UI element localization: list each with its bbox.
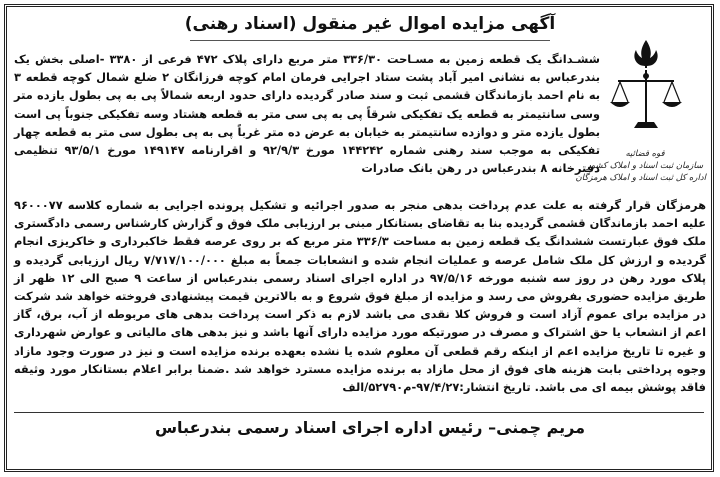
title-underline bbox=[190, 40, 550, 41]
org-line-judiciary: قوه قضائیه bbox=[625, 149, 665, 159]
organization-name bbox=[575, 148, 706, 184]
justice-scale-icon bbox=[606, 36, 686, 146]
org-line-hormozgan: اداره کل ثبت اسناد و املاک هرمزگان bbox=[575, 173, 706, 183]
notice-body-top: ششـدانگ یک قطعه زمین به مسـاحت ۳۳۶/۳۰ متر مربع دارای پلاک ۴۷۲ فرعی از ۳۳۸۰ -اصلی بخش یک بندرعباس به نشانی امیر آباد پشت ستاد اجرایی فرمان امام کوچه فرزانگان ۲ ضلع شمال کوچه قطعه ۳ به نام احمد بازماندگان قشمی ثبت و سند صادر گردیده دارای حدود اربعه شمالاً پی به پی بطول یازده متر وسی سانتیمتر به قطعه یک تفکیکی شرقاً پی به پی سی متر به قطعه هشتاد وسه تفکیکی جنوباً پی است بطول یازده متر و دوازده سانتیمتر به خیابان به عرض ده متر غرباً پی به پی بطول سی متر به قطعه چهار تفکیکی به موجب سند رهنی شماره ۱۴۴۲۴۲ مورخ ۹۲/۹/۳ و اقرارنامه ۱۴۹۱۴۷ مورخ ۹۳/۵/۱ تنظیمی دفترخانه ۸ بندرعباس در رهن بانک صادرات bbox=[14, 52, 600, 176]
notice-body-bottom: هرمزگان قرار گرفته به علت عدم پرداخت بدهی منجر به صدور اجرائیه و تشکیل پرونده اجرایی به شماره کلاسه ۹۶۰۰۰۷۷ علیه احمد بازماندگان قشمی گردیده بنا به تقاضای بستانکار مبنی بر ارزیابی ملک فوق و گزارش کارشناس رسمی دادگستری ملک فوق عبارتست ششدانگ یک قطعه زمین به مساحت ۳۳۶/۳ متر مربع که بر روی عرصه فقط خاکبرداری و خاکریزی انجام گردیده و ارزش کل ملک شامل عرصه و عملیات انجام شده و انشعابات جمعاً به مبلغ ۷/۷۱۷/۱۰۰/۰۰۰ ریال ارزیابی گردیده و پلاک مورد رهن در روز سه شنبه مورخه ۹۷/۵/۱۶ در اداره اجرای اسناد رسمی بندرعباس از ساعت ۹ صبح الی ۱۲ ظهر از طریق مزایده حضوری بفروش می رسد و مزایده از مبلغ فوق شروع و به بالاترین قیمت پیشنهادی فروخته خواهد شد شرکت در مزایده برای عموم آزاد است و فروش کلا نقدی می باشد لازم به ذکر است پرداخت بدهی های مربوطه از آب، برق، گاز اعم از انشعاب یا حق اشتراک و مصرف در صورتیکه مورد مزایده دارای آنها باشد و نیز بدهی های مالیاتی و عوارض شهرداری و غیره تا تاریخ مزایده اعم از اینکه رقم قطعی آن معلوم شده یا نشده بعهده برنده مزایده است و نیز در صورت وجود مازاد وجوه پرداختی بابت هزینه های فوق از محل مازاد به برنده مزایده مسترد خواهد شد .ضمنا برابر اعلام بستانکار مورد وثیقه فاقد پوشش بیمه ای می باشد. تاریخ انتشار:۹۷/۴/۲۷-م۵۲۷۹۰/الف bbox=[14, 198, 707, 395]
notice-title: آگهی مزایده اموال غیر منقول (اسناد رهنی) bbox=[184, 14, 556, 34]
iran-emblem-icon bbox=[634, 40, 657, 68]
org-line-registration: سازمان ثبت اسناد و املاک کشور bbox=[586, 161, 704, 171]
signature-divider bbox=[14, 412, 704, 413]
signature: مریم چمنی– رئیس اداره اجرای اسناد رسمی بندرعباس bbox=[154, 418, 586, 437]
